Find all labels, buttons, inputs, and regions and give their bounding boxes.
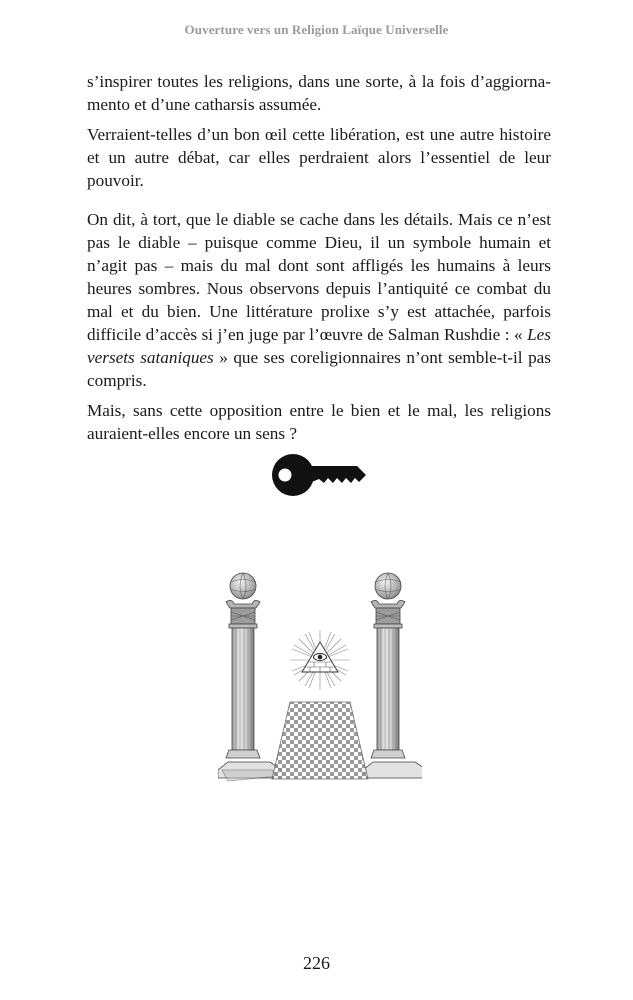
book-title-italic: Les versets sataniques bbox=[87, 325, 551, 367]
key-icon bbox=[271, 451, 367, 499]
paragraph-2: Verraient-telles d’un bon œil cette libération, est une autre histoire et un autre débat, car elles perdraient alors l’essentiel de leur pouvoir. bbox=[87, 125, 551, 190]
running-head: Ouverture vers un Religion Laïque Universelle bbox=[184, 22, 449, 37]
paragraph-3 bbox=[87, 208, 551, 392]
masonic-columns-pyramid-eye-illustration bbox=[218, 572, 422, 787]
body-text bbox=[87, 70, 551, 452]
right-column bbox=[363, 573, 422, 778]
paragraph-3-text-b: » que ses coreligionnaires n’ont semble-t-il pas compris. bbox=[87, 348, 551, 390]
page-number: 226 bbox=[303, 953, 330, 973]
checkered-pavement bbox=[272, 702, 368, 779]
all-seeing-eye-pyramid bbox=[290, 630, 350, 690]
paragraph-3-text-a: On dit, à tort, que le diable se cache dans les détails. Mais ce n’est pas le diable – puisque comme Dieu, il un symbole humain et n’agit pas – mais du mal dont sont affligés les humains à leurs heures sombres. Nous observons depuis l’antiquité ce combat du mal et du bien. Une littérature prolixe s’y est attachée, parfois difficile d’accès si j’en juge par l’œuvre de Salman Rushdie : « bbox=[87, 210, 551, 344]
left-column bbox=[218, 573, 282, 781]
paragraph-4: Mais, sans cette opposition entre le bien et le mal, les religions auraient-elles encore un sens ? bbox=[87, 401, 551, 443]
paragraph-1: s’inspirer toutes les religions, dans une sorte, à la fois d’aggiornamento et d’une catharsis assumée. bbox=[87, 72, 551, 114]
